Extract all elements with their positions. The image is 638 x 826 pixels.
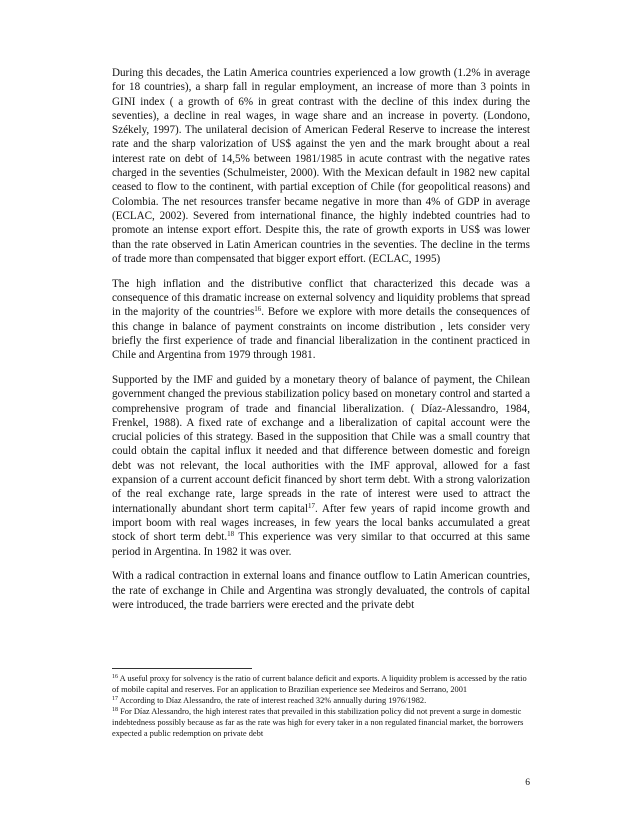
- footnote-text: For Díaz Alessandro, the high interest rates that prevailed in this stabilization policy did not prevent a surge in domestic indebtedness possibly because as far as the rate was high for every taker in a non regulated financial market, the borrowers expected a public redemption on private debt: [112, 707, 524, 739]
- document-body: [112, 66, 530, 623]
- paragraph-3: [112, 373, 530, 559]
- footnote-16: [112, 673, 530, 695]
- paragraph-4-text: With a radical contraction in external loans and finance outflow to Latin American countries, the rate of exchange in Chile and Argentina was strongly devaluated, the controls of capital were introduced, the trade barriers were erected and the private debt: [112, 570, 530, 611]
- paragraph-1-text: During this decades, the Latin America countries experienced a low growth (1.2% in average for 18 countries), a sharp fall in regular employment, an increase of more than 3 points in GINI index ( a growth of 6% in great contrast with the decline of this index during the seventies), a decline in real wages, in wage share and an increase in poverty. (Londono, Székely, 1997). The unilateral decision of American Federal Reserve to increase the interest rate and the sharp valorization of US$ against the yen and the mark brought about a real interest rate on debt of 14,5% between 1981/1985 in acute contrast with the negative rates charged in the seventies (Schulmeister, 2000). With the Mexican default in 1982 new capital ceased to flow to the continent, with partial exception of Chile (for geopolitical reasons) and Colombia. The net resources transfer became negative in more than 4% of GDP in average (ECLAC, 2002). Severed from international finance, the highly indebted countries had to promote an intense export effort. Despite this, the rate of growth exports in US$ was lower than the rate observed in Latin American countries in the seventies. The decline in the terms of trade more than compensated that bigger export effort. (ECLAC, 1995): [112, 67, 530, 265]
- paragraph-4: [112, 569, 530, 612]
- page-number: 6: [525, 778, 530, 788]
- paragraph-3-text-c: This experience was very similar to that occurred at this same period in Argentina. In 1982 it was over.: [112, 531, 530, 558]
- footnote-18: [112, 706, 530, 739]
- footnote-number: 18: [112, 707, 118, 714]
- footnote-ref-17[interactable]: 17: [308, 501, 316, 510]
- footnotes-section: [112, 668, 530, 740]
- paragraph-2: [112, 277, 530, 363]
- footnote-ref-18[interactable]: 18: [227, 530, 235, 539]
- paragraph-2-text-b: . Before we explore with more details the consequences of this change in balance of payment constraints on income distribution , lets consider very briefly the first experience of trade and financial liberalization in the continent practiced in Chile and Argentina from 1979 through 1981.: [112, 306, 530, 362]
- paragraph-3-text-b: . After few years of rapid income growth and import boom with real wages increases, in few years the local banks accumulated a great stock of short term debt.: [112, 502, 530, 544]
- paragraph-2-text-a: The high inflation and the distributive conflict that characterized this decade was a consequence of this dramatic increase on external solvency and liquidity problems that spread in the majority of the countries: [112, 277, 530, 319]
- paragraph-3-text-a: Supported by the IMF and guided by a monetary theory of balance of payment, the Chilean government changed the previous stabilization policy based on monetary control and started a comprehensive program of trade and financial liberalization. ( Díaz-Alessandro, 1984, Frenkel, 1988). A fixed rate of exchange and a liberalization of capital account were the crucial policies of this strategy. Based in the supposition that Chile was a small country that could obtain the capital influx it needed and that difference between domestic and foreign debt was not relevant, the local authorities with the IMF approval, allowed for a fast expansion of a current account deficit financed by short term debt. With a strong valorization of the real exchange rate, large spreads in the rate of interest were used to attract the internationally abundant short term capital: [112, 373, 530, 515]
- paragraph-1: [112, 66, 530, 266]
- footnote-ref-16[interactable]: 16: [254, 305, 262, 314]
- footnote-separator: [112, 668, 252, 669]
- footnote-text: A useful proxy for solvency is the ratio of current balance deficit and exports. A liquidity problem is accessed by the ratio of mobile capital and reserves. For an application to Brazilian experience see Medeiros and Serrano, 2001: [112, 674, 527, 695]
- footnote-text: According to Díaz Alessandro, the rate of interest reached 32% annually during 1976/1982.: [119, 696, 427, 706]
- footnote-17: [112, 695, 530, 706]
- footnote-number: 16: [112, 674, 118, 680]
- footnote-number: 17: [112, 696, 118, 703]
